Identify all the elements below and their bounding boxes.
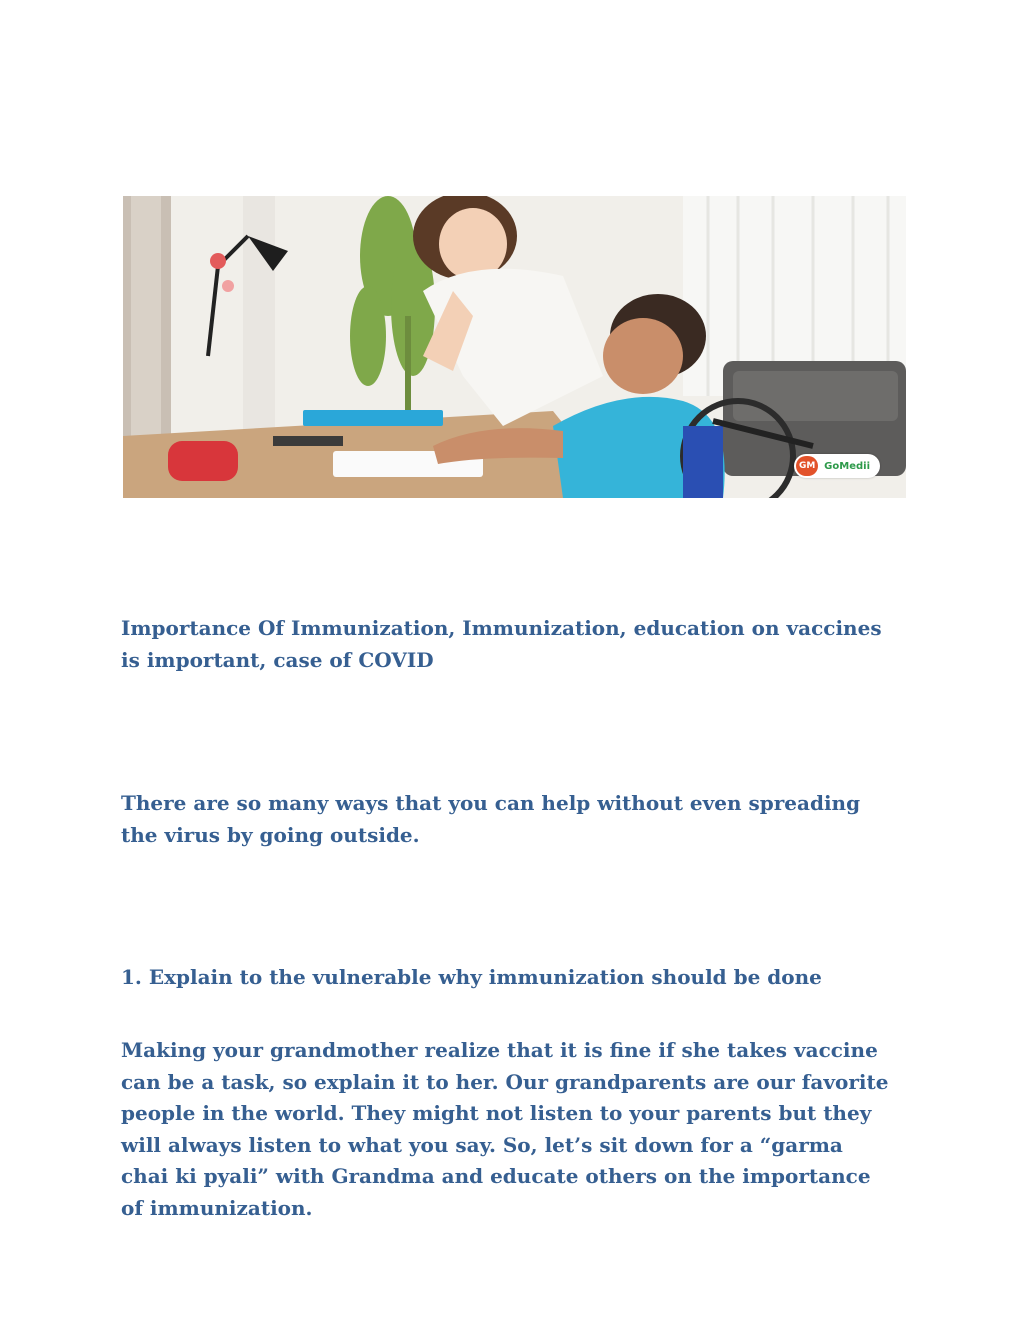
hero-illustration <box>123 196 906 498</box>
section-heading: 1. Explain to the vulnerable why immunization should be done <box>121 965 822 989</box>
section-body: Making your grandmother realize that it is fine if she takes vaccine can be a task, so explain it to her. Our grandparents are our favorite people in the world. They might not listen to your parents but they will always listen to what you say. So, let’s sit down for a “garma chai ki pyali” with Grandma and educate others on the importance of immunization. <box>121 1038 889 1220</box>
brand-logo <box>794 454 880 478</box>
intro-paragraph: There are so many ways that you can help without even spreading the virus by going outside. <box>121 791 861 847</box>
hero-image <box>123 196 906 498</box>
brand-logo-mark: GM <box>796 456 818 476</box>
brand-logo-wordmark: GoMedii <box>824 460 870 472</box>
document-title: Importance Of Immunization, Immunization, education on vaccines is important, case of COVID <box>121 616 882 672</box>
